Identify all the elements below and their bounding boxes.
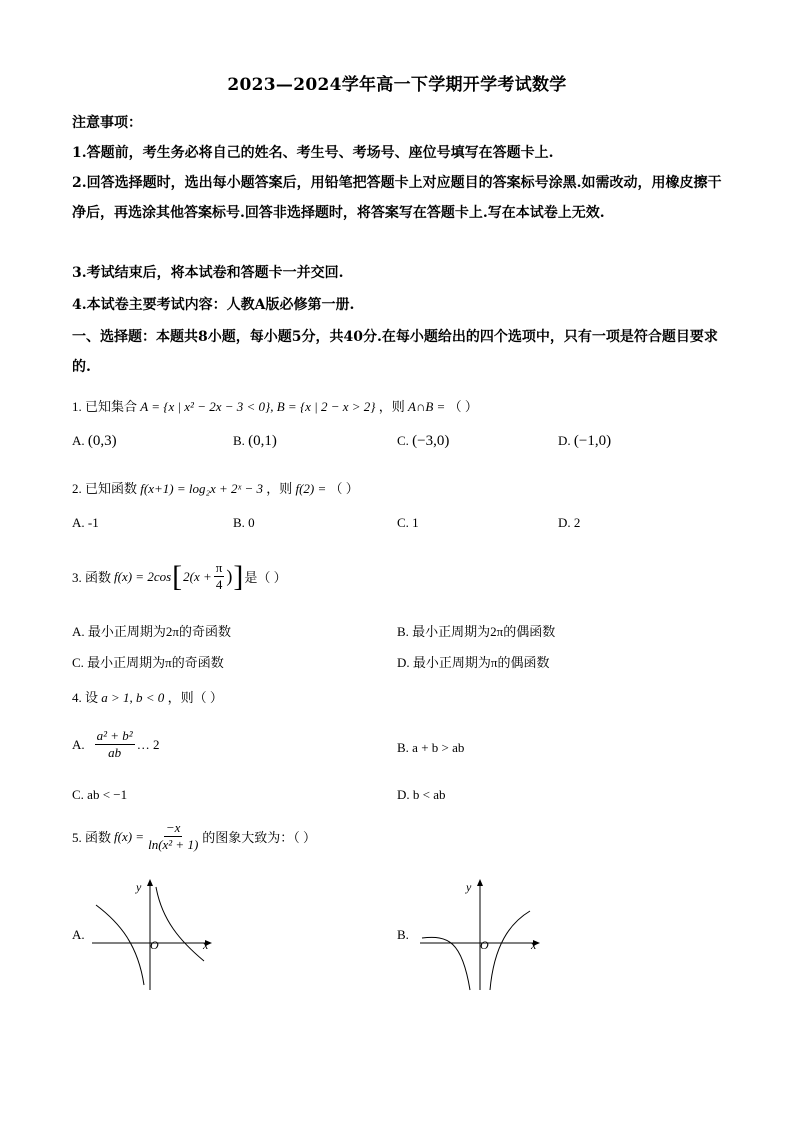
section-heading: 一、选择题：本题共8小题，每小题5分，共40分.在每小题给出的四个选项中，只有一项是符合题目要求的. <box>72 329 718 375</box>
q2-option-a[interactable]: A. -1 <box>72 515 99 530</box>
q3-option-d[interactable]: D. 最小正周期为π的偶函数 <box>397 655 550 670</box>
q2-option-c[interactable]: C. 1 <box>397 515 419 530</box>
q3-option-c[interactable]: C. 最小正周期为π的奇函数 <box>72 655 224 670</box>
origin-label: O <box>150 938 159 952</box>
curve-left-branch <box>96 905 144 985</box>
note-item-2: 2.回答选择题时，选出每小题答案后，用铅笔把答题卡上对应题目的答案标号涂黑.如需改动，用橡皮擦干净后，再选涂其他答案标号.回答非选择题时，将答案写在答题卡上.写在本试卷上无效. <box>72 175 722 221</box>
q1-option-a[interactable]: A. (0,3) <box>72 433 117 449</box>
q4-option-d[interactable]: D. b < ab <box>397 787 446 802</box>
note-item-4: 4.本试卷主要考试内容：人教A版必修第一册. <box>72 297 355 313</box>
q1-option-c[interactable]: C. (−3,0) <box>397 433 450 449</box>
q4-option-c[interactable]: C. ab < −1 <box>72 787 128 802</box>
curve-right-branch <box>156 887 204 961</box>
q5-option-a[interactable]: A. <box>72 927 85 942</box>
question-1: 1. 已知集合 A = {x | x² − 2x − 3 < 0}, B = {x | 2 − x > 2} ，则 A∩B = （ ） <box>72 399 478 414</box>
notes-heading: 注意事项： <box>72 115 142 131</box>
q3-option-b[interactable]: B. 最小正周期为2π的偶函数 <box>397 624 556 639</box>
question-4: 4. 设 a > 1, b < 0 ，则（ ） <box>72 690 223 705</box>
q5-graph-a[interactable] <box>90 875 220 993</box>
curve-left-branch <box>422 937 470 990</box>
q1-option-d[interactable]: D. (−1,0) <box>558 433 612 449</box>
y-axis-label: y <box>136 880 142 894</box>
question-2: 2. 已知函数 f(x+1) = log₂x + 2ˣ − 3 ，则 f(2) = （ ） <box>72 481 359 496</box>
y-axis-arrow <box>147 879 153 886</box>
q3-option-a[interactable]: A. 最小正周期为2π的奇函数 <box>72 624 231 639</box>
q2-option-d[interactable]: D. 2 <box>558 515 581 530</box>
q5-option-b[interactable]: B. <box>397 927 409 942</box>
y-axis-arrow <box>477 879 483 886</box>
origin-label: O <box>480 938 489 952</box>
q5-graph-b[interactable] <box>418 875 548 993</box>
x-axis-label: x <box>203 938 209 952</box>
note-item-3: 3.考试结束后，将本试卷和答题卡一并交回. <box>72 265 344 281</box>
q4-option-a[interactable]: A. $\frac{\text{a² + b²}}{ab}$ … 2 <box>72 728 160 760</box>
q1-option-b[interactable]: B. (0,1) <box>233 433 277 449</box>
page-title: 2023—2024学年高一下学期开学考试数学 <box>227 75 567 95</box>
question-3: 3. 函数 f(x) = 2cos [ 2(x + $\frac{\pi}{4}$ ) ] 是（ ） <box>72 559 287 593</box>
q4-option-b[interactable]: B. a + b > ab <box>397 740 465 755</box>
q2-option-b[interactable]: B. 0 <box>233 515 255 530</box>
question-5: 5. 函数 f(x) = $\frac{-x}{\text{ln(x² + 1)}}$ 的图象大致为：（ ） <box>72 820 317 852</box>
x-axis-label: x <box>531 938 537 952</box>
q1-sets: A = {x | x² − 2x − 3 < 0}, B = {x | 2 − x > 2} <box>140 399 376 414</box>
note-item-1: 1.答题前，考生务必将自己的姓名、考生号、考场号、座位号填写在答题卡上. <box>72 145 554 161</box>
y-axis-label: y <box>466 880 472 894</box>
curve-right-branch <box>490 911 530 990</box>
